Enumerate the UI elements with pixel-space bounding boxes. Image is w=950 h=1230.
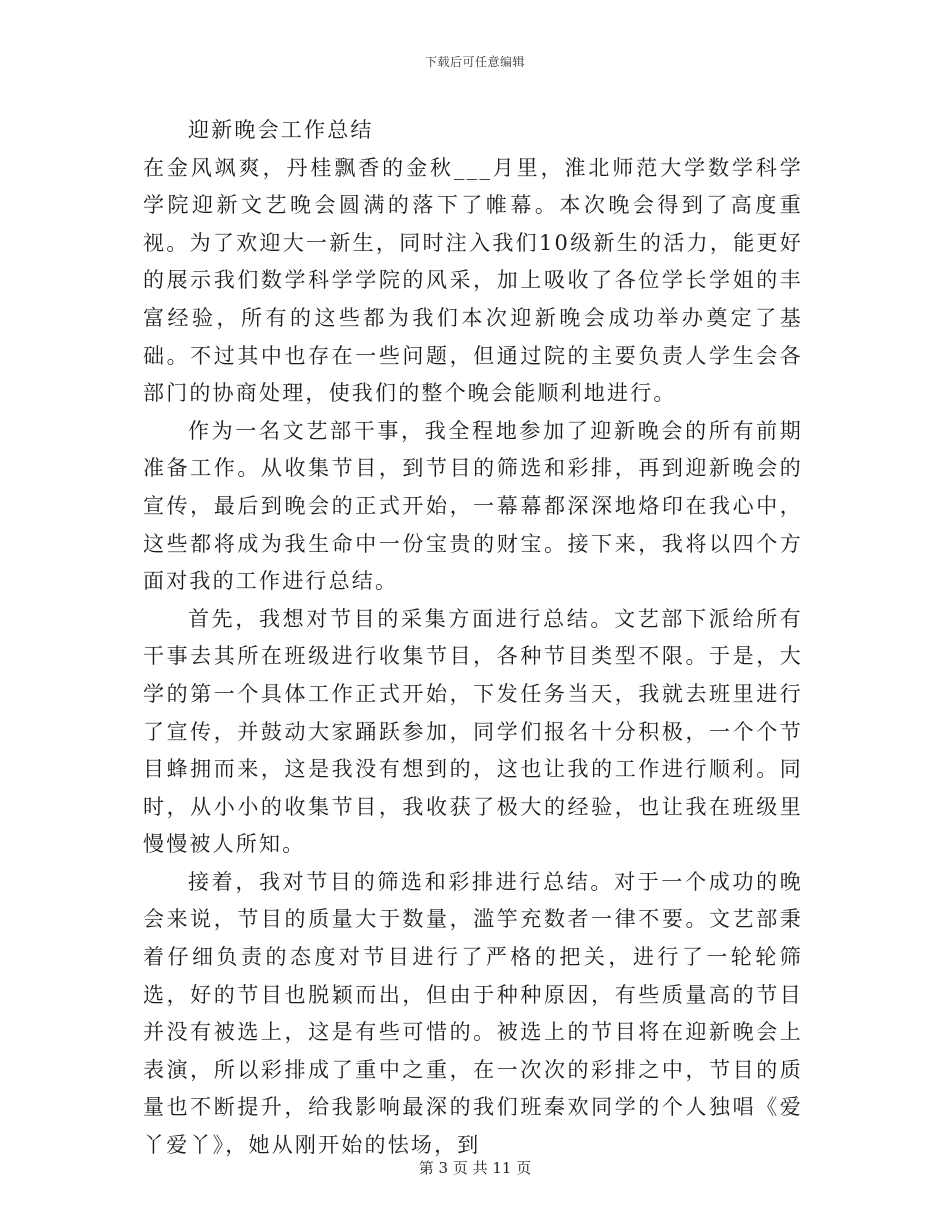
paragraph-selection: 接着，我对节目的筛选和彩排进行总结。对于一个成功的晚会来说，节目的质量大于数量，滥竽充数者一律不要。文艺部秉着仔细负责的态度对节目进行了严格的把关，进行了一轮轮筛选，好的节目也脱颖而出，但由于种种原因，有些质量高的节目并没有被选上，这是有些可惜的。被选上的节目将在迎新晚会上表演，所以彩排成了重中之重，在一次次的彩排之中，节目的质量也不断提升，给我影响最深的我们班秦欢同学的个人独唱《爱丫爱丫》，她从刚开始的怯场，到 xyxy=(143,869,803,1158)
paragraph-role: 作为一名文艺部干事，我全程地参加了迎新晚会的所有前期准备工作。从收集节目，到节目的筛选和彩排，再到迎新晚会的宣传，最后到晚会的正式开始，一幕幕都深深地烙印在我心中，这些都将成为我生命中一份宝贵的财宝。接下来，我将以四个方面对我的工作进行总结。 xyxy=(143,418,803,594)
paragraph-intro: 在金风飒爽，丹桂飘香的金秋___月里，淮北师范大学数学科学学院迎新文艺晚会圆满的落下了帷幕。本次晚会得到了高度重视。为了欢迎大一新生，同时注入我们10级新生的活力，能更好的展示我们数学科学学院的风采，加上吸收了各位学长学姐的丰富经验，所有的这些都为我们本次迎新晚会成功举办奠定了基础。不过其中也存在一些问题，但通过院的主要负责人学生会各部门的协商处理，使我们的整个晚会能顺利地进行。 xyxy=(143,155,803,406)
paragraph-collection: 首先，我想对节目的采集方面进行总结。文艺部下派给所有干事去其所在班级进行收集节目，各种节目类型不限。于是，大学的第一个具体工作正式开始，下发任务当天，我就去班里进行了宣传，并鼓动大家踊跃参加，同学们报名十分积极，一个个节目蜂拥而来，这是我没有想到的，这也让我的工作进行顺利。同时，从小小的收集节目，我收获了极大的经验，也让我在班级里慢慢被人所知。 xyxy=(143,606,803,857)
document-body xyxy=(143,112,803,1165)
document-title: 迎新晚会工作总结 xyxy=(188,118,374,142)
header-note: 下载后可任意编辑 xyxy=(424,55,525,69)
page-number: 第 3 页 共 11 页 xyxy=(418,1159,532,1177)
